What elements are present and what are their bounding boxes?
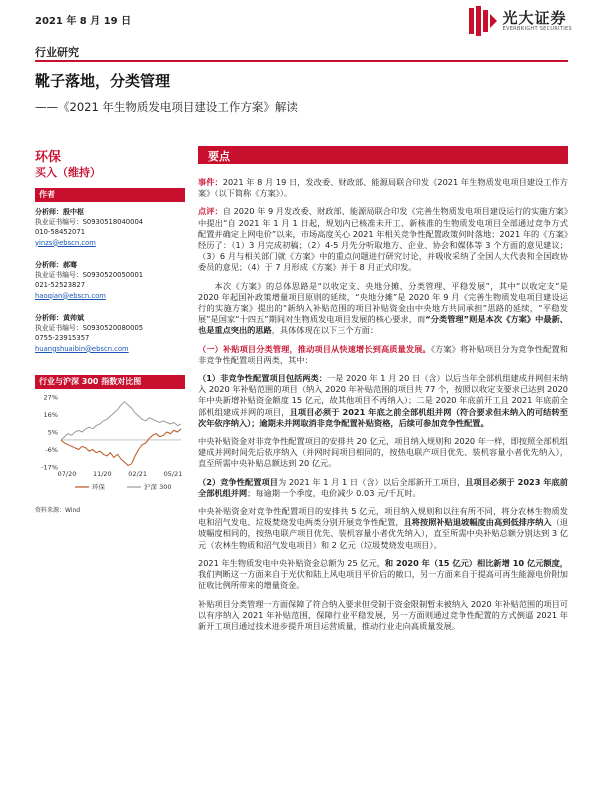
event-label: 事件：	[198, 177, 223, 187]
total-funding-highlight: 和 2020 年（15 亿元）相比新增 10 亿元额度，	[384, 557, 568, 568]
section-one-paragraph	[198, 344, 568, 366]
report-title: 靴子落地，分类管理	[35, 72, 171, 90]
x-tick-label: 05/21	[163, 470, 183, 478]
x-tick-label: 07/20	[57, 470, 77, 478]
logo-english-name: EVERBRIGHT SECURITIES	[502, 26, 572, 32]
analyst-phone: 0755-23915357	[35, 334, 90, 343]
rating-label: 买入（维持）	[35, 166, 101, 179]
report-category: 行业研究	[35, 46, 79, 59]
section-one-text: 《方案》将补贴项目分为竞争性配置和非竞争性配置项目两类，其中：	[198, 343, 568, 365]
competitive-heading: （2）竞争性配置项目	[198, 476, 278, 487]
approach-highlight: “分类管理”则是本次《方案》中最新、也是重点突出的思路	[198, 314, 568, 336]
logo-chinese-name: 光大证券	[502, 9, 567, 27]
non-competitive-text: 一是 2020 年 1 月 20 日（含）以后当年全部机组建成并网但未纳入 2020 年补贴范围的项目（纳入 2020 年补贴范围的项目共 77 个，按照以收定支要求已达到 2020 年中央新增补贴资金额度 15 亿元，故其他项目不再纳入）；二是 2020 年底前开工且 2021 年底前全部机组建成并网的项目，	[198, 373, 568, 417]
logo-mark-icon	[469, 6, 497, 36]
author-section-header: 作者	[35, 188, 185, 202]
approach-text: 本次《方案》的总体思路是“以收定支、央地分摊、分类管理、平稳发展”，其中“以收定支”是 2020 年起国补政策增量项目原则的延续，“央地分摊”是 2020 年 9 月《完善生物质发电项目建设运行的实施方案》提出的“新纳入补贴范围的项目补贴资金由中央地方共同承担”思路的延续，“平稳发展”是国家“十四五”期间对生物质发电项目发展的核心要求，而	[198, 280, 568, 325]
competitive-text: 为 2021 年 1 月 1 日（含）以后全部新开工项目，	[277, 476, 466, 487]
approach-text-end: ，具体体现在以下三个方面：	[271, 325, 379, 336]
competitive-paragraph	[198, 477, 568, 499]
analyst-phone: 021-52523827	[35, 281, 86, 290]
x-tick-label: 02/21	[128, 470, 148, 478]
key-points-bar	[198, 146, 568, 164]
report-date: 2021 年 8 月 19 日	[35, 16, 132, 27]
report-body	[198, 177, 568, 639]
classification-paragraph: 补贴项目分类管理一方面保障了符合纳入要求但受制于资金限制暂未被纳入 2020 年补贴范围的项目可以有序纳入 2021 年补贴范围，保障行业平稳发展，另一方面则通过竞争性配置的方式倒逼 2021 年新开工项目通过技术进步提升项目运营质量，推动行业走向高质量发展。	[198, 598, 568, 631]
y-tick-label: 27%	[43, 393, 58, 402]
analyst-email-link[interactable]: yinzs@ebscn.com	[35, 238, 96, 247]
event-text: 2021 年 8 月 19 日，发改委、财政部、能源局联合印发《2021 年生物质发电项目建设工作方案》（以下简称《方案》）。	[198, 177, 568, 199]
competitive-funding-text-end: （退坡幅度相同的，按热电联产项目优先、装机容量小者优先纳入），直至所需中央补贴总额分别达到 3 亿元（农林生物质和沼气发电项目）和 2 亿元（垃圾焚烧发电项目）。	[198, 517, 568, 550]
non-competitive-highlight: 且项目必须于 2021 年底之前全部机组并网（符合要求但未纳入的可结转至次年依序纳入）；逾期未并网取消非竞争配置补贴资格，后续可参加竞争性配置。	[198, 406, 568, 428]
y-tick-label: -17%	[41, 463, 58, 472]
comment-text: 自 2020 年 9 月发改委、财政部、能源局联合印发《完善生物质发电项目建设运行的实施方案》中提出“自 2021 年 1 月 1 日起，规划内已核准未开工、新核准的生物质发电项目全部通过竞争方式配置并确定上网电价”以来，市场高度关心 2021 年相关竞争性配置政策何时落地；2021 年的《方案》经历了：（1）3 月完成初稿；（2）4-5 月先分听取地方、企业、协会和媒体等 3 个方面的意见建议；（3）6 月与相关部门就《方案》中的重点问题进行研究讨论，并吸收采纳了全国人大代表和全国政协委员的意见；（4）于 7 月形成《方案》并于 8 月正式印发。	[198, 206, 568, 273]
analyst-card	[35, 313, 185, 354]
everbright-logo	[469, 6, 572, 36]
legend-label: 沪深 300	[144, 483, 172, 491]
competitive-funding-highlight: 且将按照补贴退坡幅度由高到低排序纳入	[403, 517, 552, 528]
competitive-funding-paragraph	[198, 506, 568, 551]
total-funding-text: 2021 年生物质发电中央补贴资金总额为 25 亿元，	[198, 557, 385, 568]
analyst-name: 分析师：殷中枢	[35, 208, 84, 216]
legend-label: 环保	[92, 483, 105, 491]
competitive-funding-text: 中央补贴资金对竞争性配置项目的安排共 5 亿元，项目纳入规则和以往有所不同，将分农林生物质发电和沼气发电、垃圾焚烧发电两类分别开展竞争性配置，	[198, 506, 568, 528]
index-comparison-chart	[35, 391, 185, 503]
report-subtitle: ——《2021 年生物质发电项目建设工作方案》解读	[35, 100, 298, 114]
non-competitive-paragraph	[198, 373, 568, 429]
analyst-card	[35, 260, 185, 301]
series-line-env	[61, 429, 181, 466]
series-line-hs300	[61, 402, 181, 440]
analyst-cert: 执业证书编号：S0930518040004	[35, 218, 144, 227]
approach-paragraph	[198, 281, 568, 337]
analyst-cert: 执业证书编号：S0930520050001	[35, 271, 144, 280]
event-paragraph	[198, 177, 568, 199]
section-one-heading: （一）补贴项目分类管理，推动项目从快速增长到高质量发展。	[198, 343, 431, 354]
non-competitive-funding-paragraph: 中央补贴资金对非竞争性配置项目的安排共 20 亿元，项目纳入规则和 2020 年一样，即按照全部机组建成并网时间先后依序纳入（并网时间项目相同的，按热电联产项目优先、装机容量小者优先纳入），直至所需中央补贴总额达到 20 亿元。	[198, 436, 568, 469]
industry-label: 环保	[35, 150, 62, 165]
analyst-name: 分析师：黄帅斌	[35, 314, 84, 322]
analyst-email-link[interactable]: huangshuaibin@ebscn.com	[35, 344, 129, 353]
y-tick-label: 16%	[43, 411, 58, 419]
x-tick-label: 11/20	[92, 470, 112, 478]
analyst-card	[35, 207, 185, 248]
comment-label: 点评：	[198, 206, 223, 217]
non-competitive-heading: （1）非竞争性配置项目包括两类：	[198, 373, 327, 384]
analyst-phone: 010-58452071	[35, 228, 86, 237]
header-divider	[35, 60, 568, 62]
total-funding-paragraph	[198, 558, 568, 592]
y-tick-label: -6%	[45, 446, 58, 454]
competitive-highlight: 且项目必须于 2023 年底前全部机组并网	[198, 476, 568, 498]
analyst-cert: 执业证书编号：S0930520080005	[35, 324, 144, 333]
chart-source: 资料来源：Wind	[35, 507, 81, 514]
competitive-text-end: ；每逾期一个季度，电价减少 0.03 元/千瓦时。	[247, 487, 421, 498]
y-tick-label: 5%	[47, 428, 58, 437]
analyst-email-link[interactable]: haoqian@ebscn.com	[35, 291, 106, 300]
analyst-name: 分析师：郝骞	[35, 261, 77, 269]
total-funding-text-end: 我们判断这一方面来自于光伏和陆上风电项目平价后的敞口，另一方面来自于提高可再生能源电价附加征收比例所带来的增量资金。	[198, 569, 568, 591]
comment-paragraph	[198, 206, 568, 273]
key-points-title: 要点	[208, 150, 230, 163]
chart-section-header: 行业与沪深 300 指数对比图	[35, 375, 185, 389]
